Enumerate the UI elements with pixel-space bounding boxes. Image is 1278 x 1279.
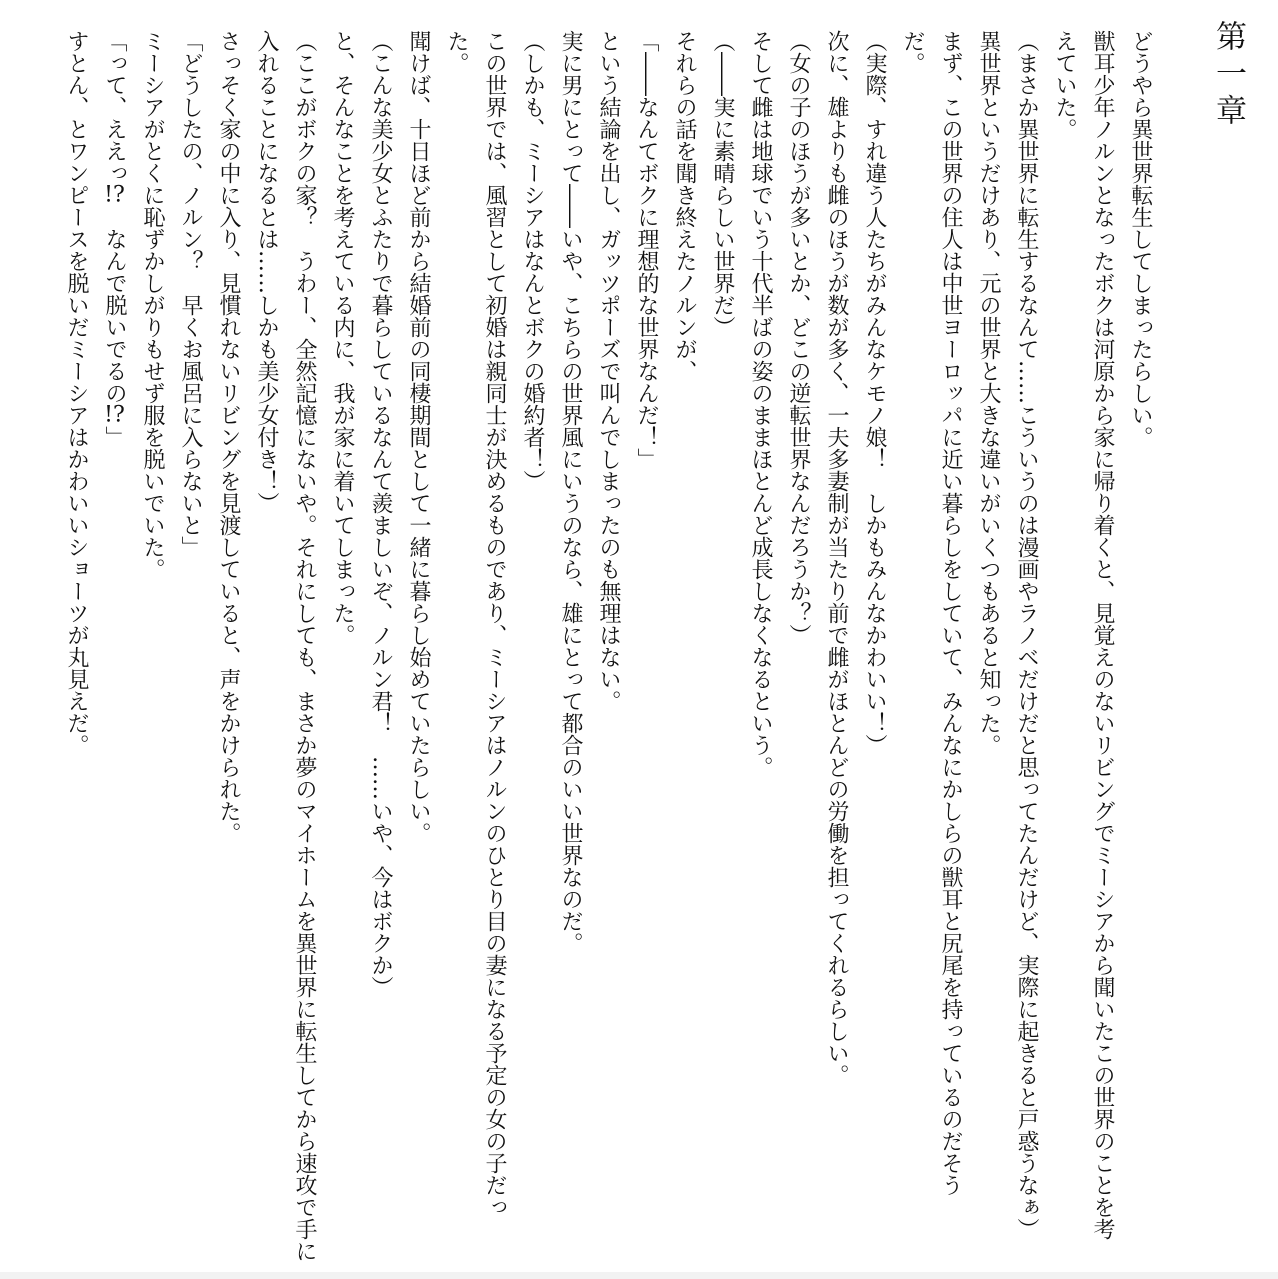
text-line: （しかも、ミーシアはなんとボクの婚約者！）: [520, 30, 545, 492]
text-line: 「――なんてボクに理想的な世界なんだ！」: [634, 30, 659, 470]
text-line: ミーシアがとくに恥ずかしがりもせず服を脱いでいた。: [140, 30, 165, 580]
text-line: （実際、すれ違う人たちがみんなケモノ娘！ しかもみんなかわいい！）: [862, 30, 887, 756]
text-segment: 」: [102, 426, 127, 448]
text-line: 聞けば、十日ほど前から結婚前の同棲期間として一緒に暮らし始めていたらしい。: [406, 30, 431, 844]
text-line: （まさか異世界に転生するなんて……こういうのは漫画やラノベだけだと思ってたんだけど、実際に起きると戸惑うなぁ）: [1014, 30, 1039, 1240]
text-line: すとん、とワンピースを脱いだミーシアはかわいいショーツが丸見えだ。: [64, 30, 89, 756]
tate-chu-yoko-mark: !?: [104, 184, 125, 206]
text-segment: なんで脱いでるの: [102, 206, 127, 404]
text-line: （こんな美少女とふたりで暮らしているなんて羨ましいぞ、ノルン君！ ……いや、今はボクか）: [368, 30, 393, 998]
vertical-text-page: [57, 20, 1248, 1270]
text-line: そして雌は地球でいう十代半ばの姿のままほとんど成長しなくなるという。: [748, 30, 773, 778]
text-line: 異世界というだけあり、元の世界と大きな違いがいくつもあると知った。: [976, 30, 1001, 756]
text-line: この世界では、風習として初婚は親同士が決めるものであり、ミーシアはノルンのひとり目の妻になる予定の女の子だっ: [482, 30, 507, 1218]
text-line: 実に男にとって――いや、こちらの世界風にいうのなら、雄にとって都合のいい世界なのだ。: [558, 30, 583, 954]
text-line: まず、この世界の住人は中世ヨーロッパに近い暮らしをしていて、みんなにかしらの獣耳と尻尾を持っているのだそう: [938, 30, 963, 1196]
text-line: さっそく家の中に入り、見慣れないリビングを見渡していると、声をかけられた。: [216, 30, 241, 844]
text-line: 「どうしたの、ノルン？ 早くお風呂に入らないと」: [178, 30, 203, 558]
text-line: どうやら異世界転生してしまったらしい。: [1128, 30, 1153, 448]
text-line: 獣耳少年ノルンとなったボクは河原から家に帰り着くと、見覚えのないリビングでミーシアから聞いたこの世界のことを考: [1090, 30, 1115, 1240]
text-line: それらの話を聞き終えたノルンが、: [672, 30, 697, 382]
bottom-edge: [0, 1272, 1278, 1279]
text-line: [95, 30, 133, 1270]
text-line: （女の子のほうが多いとか、どこの逆転世界なんだろうか？）: [786, 30, 811, 646]
text-segment: 「って、ええっ: [102, 30, 127, 184]
text-line: た。: [444, 30, 469, 74]
text-line: えていた。: [1052, 30, 1077, 140]
tate-chu-yoko-mark: !?: [104, 404, 125, 426]
text-line: だ。: [900, 30, 925, 74]
text-line: （ここがボクの家？ うわー、全然記憶にないや。それにしても、まさか夢のマイホームを異世界に転生してから速攻で手に: [292, 30, 317, 1262]
text-line: という結論を出し、ガッツポーズで叫んでしまったのも無理はない。: [596, 30, 621, 712]
text-line: と、そんなことを考えている内に、我が家に着いてしまった。: [330, 30, 355, 646]
chapter-title: 第一章: [1210, 20, 1246, 131]
text-line: （――実に素晴らしい世界だ）: [710, 30, 735, 338]
text-line: 次に、雄よりも雌のほうが数が多く、一夫多妻制が当たり前で雌がほとんどの労働を担ってくれるらしい。: [824, 30, 849, 1086]
text-line: 入れることになるとは……しかも美少女付き！）: [254, 30, 279, 514]
